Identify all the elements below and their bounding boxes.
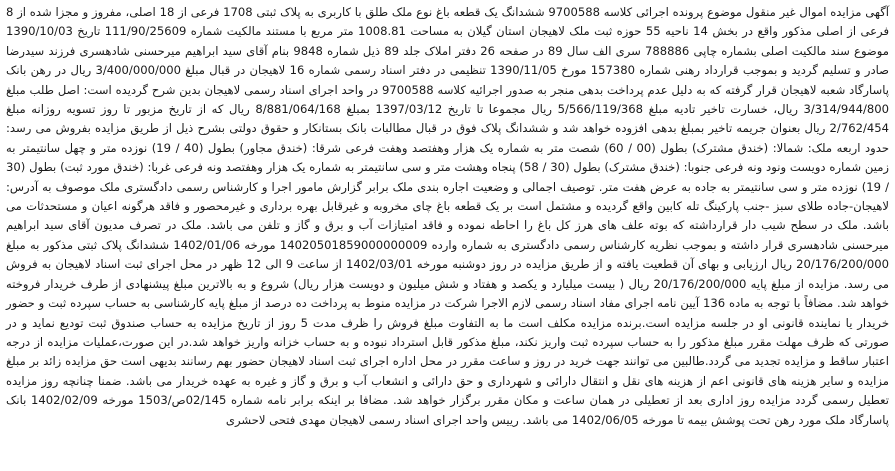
auction-notice-body: آگهی مزایده اموال غیر منقول موضوع پرونده اجرائی کلاسه 9700588 ششدانگ یک قطعه باغ نوع ملک طلق با کاربری به پلاک ثبتی 1708 فرعی از 18 اصلی، مفروز و مجزا شده از 8 فرعی از اصلی مذکور واقع در بخش 14 ناحیه 55 حوزه ثبت ملک لاهیجان استان گیلان به مساحت 1008.81 متر مربع با مستند مالکیت شماره 111/90/25609 تاریخ 1390/10/03 موضوع سند مالکیت اصلی بشماره چاپی 788886 سری الف سال 89 در صفحه 26 دفتر املاک جلد 89 ذیل شماره 9848 بنام آقای سید ابراهیم میرحسنی شادهسری فرزند سیدرضا صادر و تسلیم گردید و بموجب قرارداد رهنی شماره 157380 مورخ 1390/11/05 تنظیمی در دفتر اسناد رسمی شماره 16 لاهیجان در قبال مبلغ 3/400/000/000 ریال در رهن بانک پاسارگاد شعبه لاهیجان قرار گرفته که به دلیل عدم پرداخت بدهی منجر به صدور اجرائیه کلاسه 9700588 در واحد اجرای اسناد رسمی لاهیجان بدین شرح گردیده است: اصل طلب مبلغ 3/314/944/800 ریال، خسارت تاخیر تادیه مبلغ 5/566/119/368 ریال مجموعا تا تاریخ 1397/03/12 بمبلغ 8/881/064/168 ریال که از تاریخ مزبور تا روز تسویه روزانه مبلغ 2/762/454 ریال بعنوان جریمه تاخیر بمبلغ بدهی افزوده خواهد شد و ششدانگ پلاک فوق در قبال مطالبات بانک بستانکار و حقوق دولتی بشرح ذیل از طریق مزایده بفروش می رسد: حدود اربعه ملک: شمالا: (خندق مشترک) بطول (00 / 60) شصت متر به شماره یک هزار وهفتصد وهفت فرعی شرقا: (خندق مجاور) بطول (40 / 19) نوزده متر و چهل سانتیمتر به زمین شماره دویست ونود ونه فرعی جنوبا: (خندق مشترک) بطول (30 / 58) پنجاه وهشت متر و سی سانتیمتر به شماره یک هزار وهفتصد ونه فرعی غربا: (خندق مورد ثبت) بطول (30 / 19) نوزده متر و سی سانتیمتر به جاده به عرض هفت متر. توصیف اجمالی و وضعیت اجاره بندی ملک برابر گزارش مامور اجرا و کارشناس رسمی دادگستری ملک موصوف به آدرس: لاهیجان-جاده طلای سبز -جنب پارکینگ تله کابین واقع گردیده و مشتمل است بر یک قطعه باغ چای مخروبه و غیرقابل بهره برداری و غیرمحصور و فاقد هرگونه اعیان و مستحدثات می باشد. ملک در سطح شیب دار قرارداشته که بوته علف های هرز کل باغ را احاطه نموده و فاقد امتیازات آب و برق و گاز و تلفن می باشد. ملک در تصرف مدیون آقای سید ابراهیم میرحسنی شادهسری قرار داشته و بموجب نظریه کارشناس رسمی دادگستری به شماره وارده 14020501859000000009 مورخه 1402/01/06 ششدانگ پلاک ثبتی مذکور به مبلغ 20/176/200/000 ریال ارزیابی و بهای آن قطعیت یافته و از طریق مزایده در روز دوشنبه مورخه 1402/03/01 از ساعت 9 الی 12 ظهر در محل اجرای ثبت اسناد لاهیجان به فروش می رسد. مزایده از مبلغ پایه 20/176/200/000 ریال ( بیست میلیارد و یکصد و هفتاد و شش میلیون و دویست هزار ریال) شروع و به بالاترین مبلغ پیشنهادی از طرف خریدار فروخته خواهد شد. مضافاً با توجه به ماده 136 آیین نامه اجرای مفاد اسناد رسمی لازم الاجرا شرکت در مزایده منوط به پرداخت ده درصد از مبلغ پایه کارشناسی به حساب سپرده ثبت و حضور خریدار یا نماینده قانونی او در جلسه مزایده است.برنده مزایده مکلف است ما به التفاوت مبلغ فروش را ظرف مدت 5 روز از تاریخ مزایده به حساب صندوق ثبت تودیع نماید و در صورتی که ظرف مهلت مقرر مبلغ مذکور را به حساب سپرده ثبت واریز نکند، مبلغ مذکور قابل استرداد نبوده و به حساب خزانه واریز خواهد شد.در این صورت،عملیات مزایده از درجه اعتبار ساقط و مزایده تجدید می گردد.طالبین می توانند جهت خرید در روز و ساعت مقرر در محل اداره اجرای ثبت اسناد لاهیجان حضور بهم رسانند بدیهی است حق مزایده زائد بر مبلغ مزایده و سایر هزینه های قانونی اعم از هزینه های نقل و انتقال دارائی و شهرداری و حق دارائی و انشعاب آب و برق و گاز و غیره به عهده خریدار می باشد. ضمنا چنانچه روز مزایده تعطیل رسمی گردد مزایده روز اداری بعد از تعطیلی در همان ساعت و مکان مقرر برگزار خواهد شد. مضافا بر اینکه برابر نامه شماره 02/145ص/1503 مورخه 1402/02/09 بانک پاسارگاد ملک مورد رهن تحت پوشش بیمه تا مورخه 1402/06/05 می باشد. رییس واحد اجرای اسناد رسمی لاهیجان مهدی فتحی لاحشری xyxy=(6,5,890,427)
